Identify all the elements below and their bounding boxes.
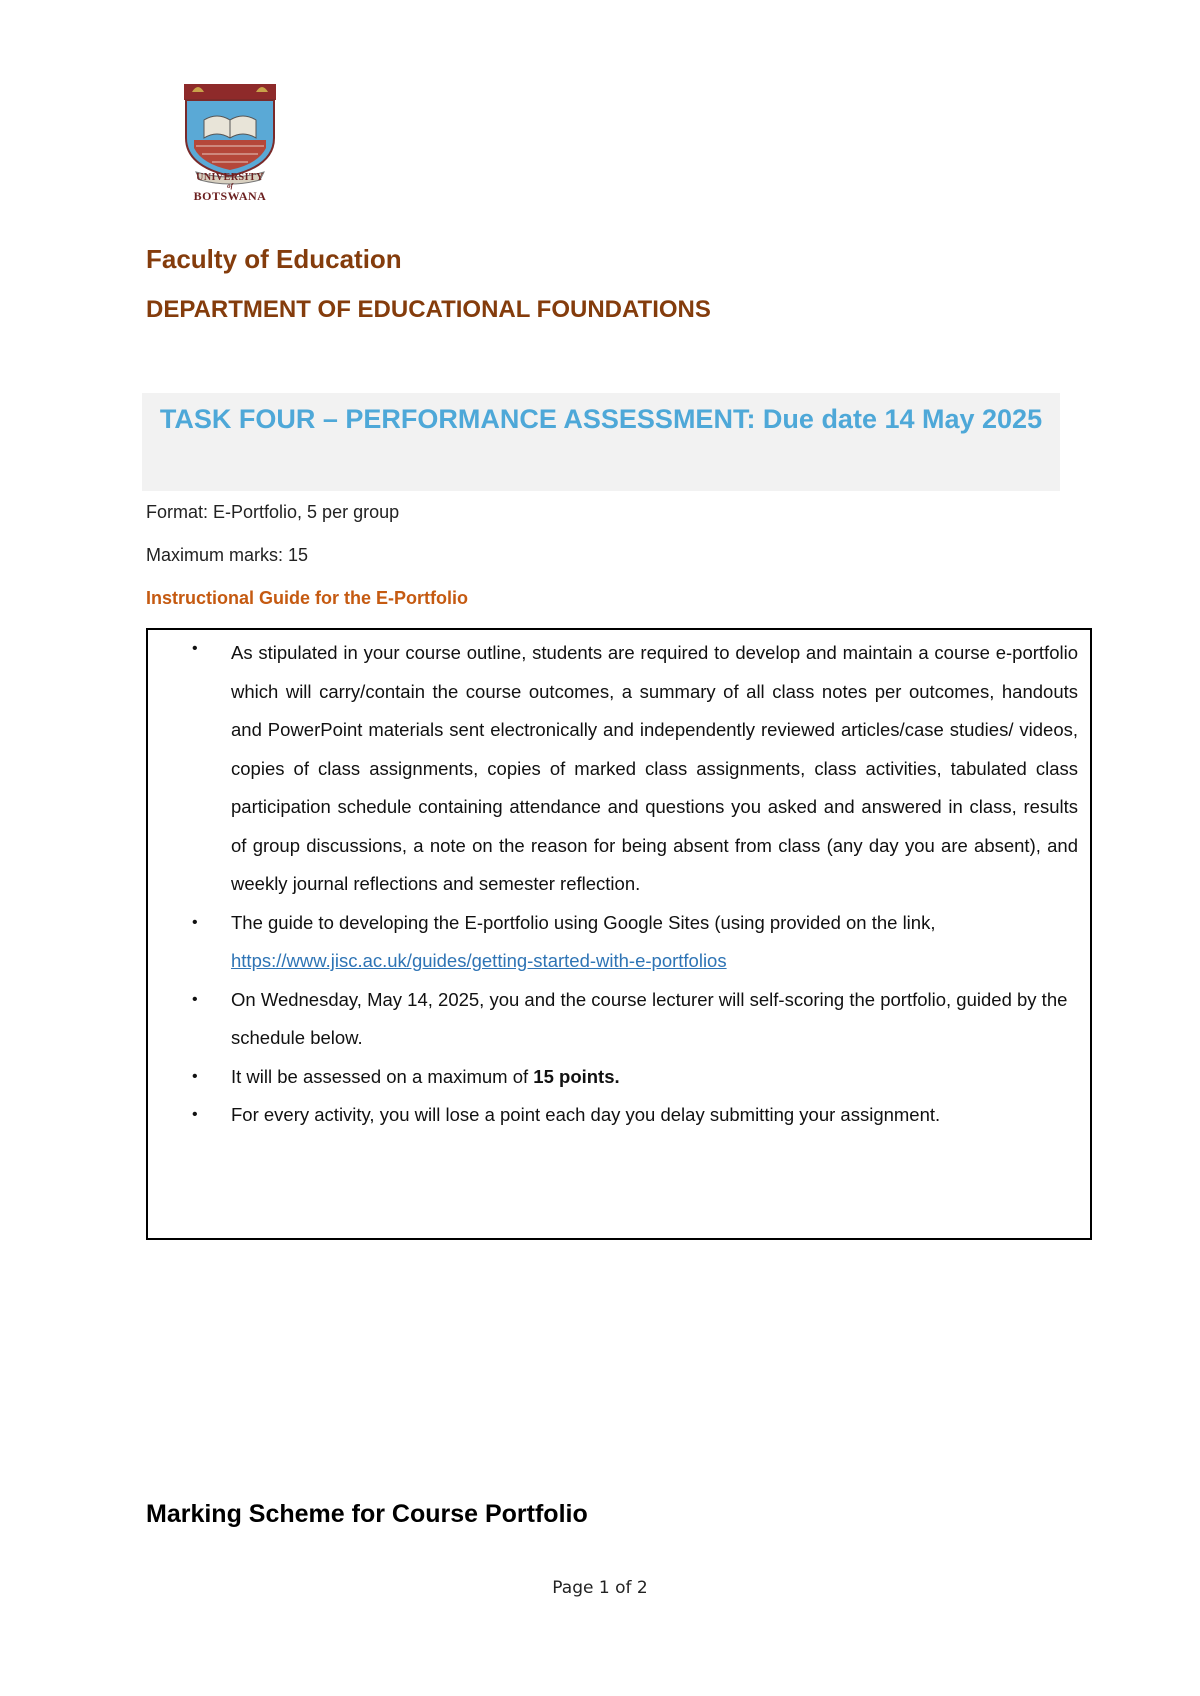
instruction-text: On Wednesday, May 14, 2025, you and the course lecturer will self-scoring the portfolio, guided by the schedule below. xyxy=(231,988,1068,1048)
instruction-text: As stipulated in your course outline, students are required to develop and maintain a course e-portfolio which will carry/contain the course outcomes, a summary of all class notes per outcomes, handouts and PowerPoint materials sent electronically and independently reviewed articles/case studies/ videos, copies of class assignments, copies of marked class assignments, class activities, tabulated class participation schedule containing attendance and questions you asked and answered in class, results of group discussions, a note on the reason for being absent from class (any day you are absent), and weekly journal reflections and semester reflection. xyxy=(231,642,1078,894)
instruction-text: It will be assessed on a maximum of xyxy=(231,1065,534,1087)
format-line: Format: E-Portfolio, 5 per group xyxy=(146,502,400,522)
bullet-icon: • xyxy=(192,1067,198,1085)
task-title-box xyxy=(142,393,1060,491)
bullet-icon: • xyxy=(192,913,198,931)
max-marks-line: Maximum marks: 15 xyxy=(146,545,309,565)
instructions-list xyxy=(148,630,1090,1135)
bullet-icon: • xyxy=(192,640,198,657)
list-item xyxy=(148,1058,1090,1097)
faculty-title: Faculty of Education xyxy=(146,244,402,274)
university-wordmark xyxy=(178,172,282,203)
wordmark-line-university: UNIVERSITY xyxy=(196,172,264,183)
instruction-text: For every activity, you will lose a point each day you delay submitting your assignment. xyxy=(231,1104,941,1125)
wordmark-line-botswana: BOTSWANA xyxy=(193,189,267,203)
task-title: TASK FOUR – PERFORMANCE ASSESSMENT: Due date 14 May 2025 xyxy=(159,404,1043,434)
instruction-text: The guide to developing the E-portfolio using Google Sites (using provided on the link, xyxy=(231,911,936,933)
bullet-icon: • xyxy=(192,1106,198,1123)
bullet-icon: • xyxy=(192,990,198,1008)
marking-scheme-heading: Marking Scheme for Course Portfolio xyxy=(146,1500,588,1528)
page-number: Page 1 of 2 xyxy=(552,1578,648,1598)
list-item xyxy=(148,1096,1090,1135)
instructional-guide-heading: Instructional Guide for the E-Portfolio xyxy=(146,588,468,608)
instruction-suffix: . xyxy=(614,1065,620,1087)
list-item xyxy=(148,981,1090,1058)
max-points-text: 15 points xyxy=(533,1065,615,1087)
eportfolio-guide-link[interactable]: https://www.jisc.ac.uk/guides/getting-started-with-e-portfolios xyxy=(231,950,727,971)
wordmark-line-of: of xyxy=(227,182,233,190)
list-item xyxy=(148,630,1090,904)
department-title: DEPARTMENT OF EDUCATIONAL FOUNDATIONS xyxy=(146,296,711,323)
instructions-box xyxy=(146,628,1092,1240)
list-item xyxy=(148,904,1090,981)
